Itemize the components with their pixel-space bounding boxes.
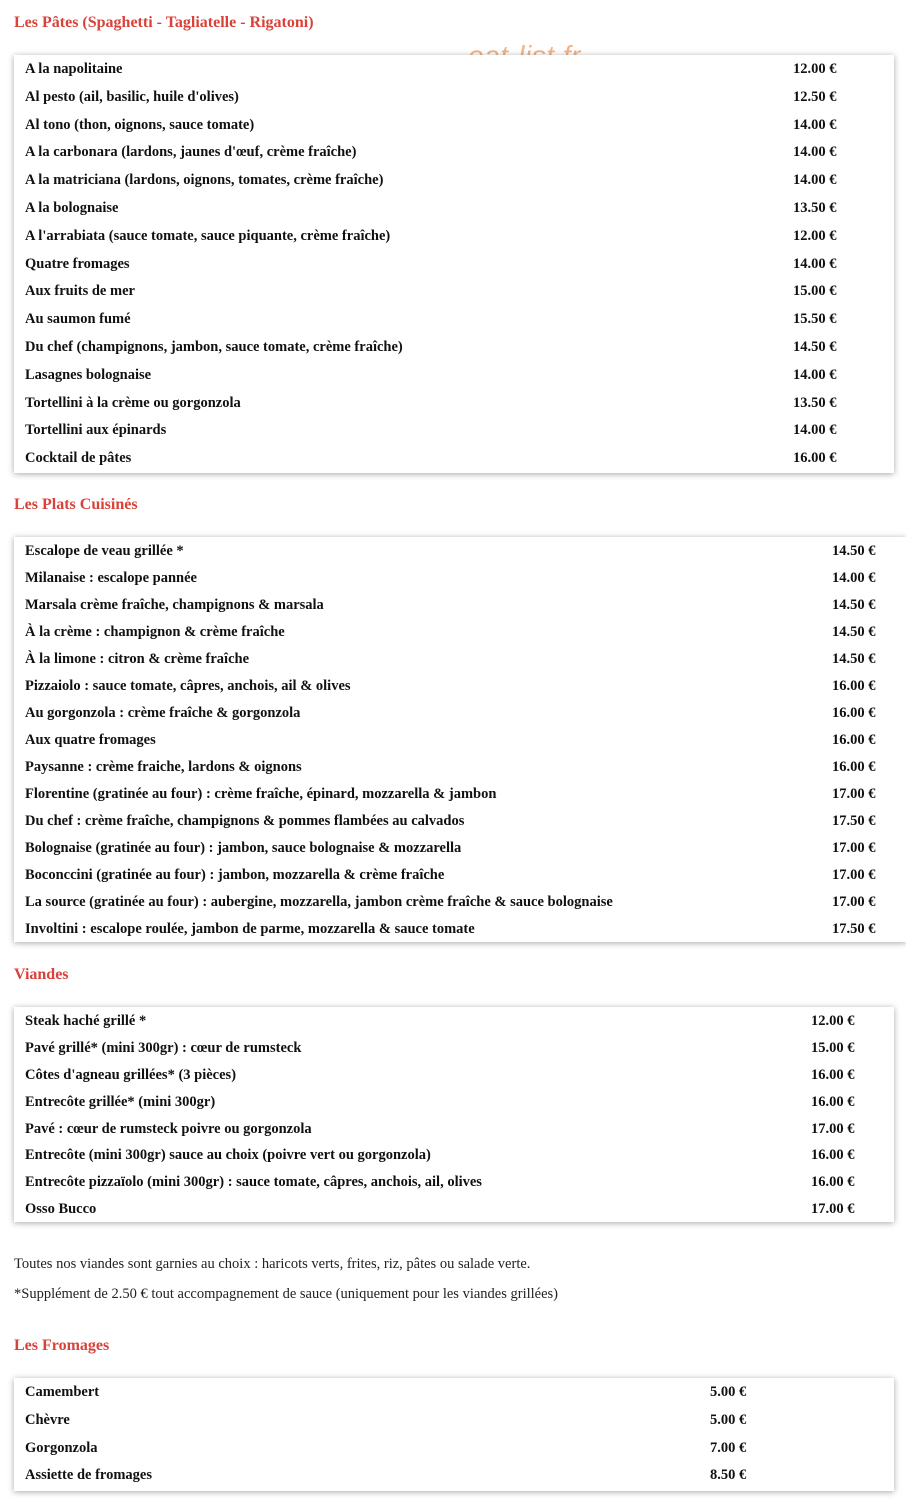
menu-item-price: 17.50 € bbox=[832, 921, 876, 937]
menu-item-name: A la napolitaine bbox=[25, 61, 123, 77]
menu-item-name: A la matriciana (lardons, oignons, tomates, crème fraîche) bbox=[25, 172, 384, 189]
menu-item-name: Quatre fromages bbox=[25, 255, 130, 272]
menu-item-name: Tortellini à la crème ou gorgonzola bbox=[25, 394, 241, 411]
menu-item-row bbox=[14, 1412, 894, 1440]
menu-item-name: Marsala crème fraîche, champignons & marsala bbox=[25, 597, 324, 613]
menu-item-row bbox=[14, 117, 894, 145]
menu-item-row bbox=[14, 867, 906, 894]
menu-item-name: Florentine (gratinée au four) : crème fraîche, épinard, mozzarella & jambon bbox=[25, 786, 497, 802]
menu-item-row bbox=[14, 395, 894, 423]
menu-item-row bbox=[14, 1121, 894, 1148]
menu-item-price: 14.50 € bbox=[832, 543, 876, 559]
menu-item-price: 16.00 € bbox=[832, 705, 876, 721]
menu-item-row bbox=[14, 422, 894, 450]
menu-item-price: 15.50 € bbox=[793, 311, 837, 328]
menu-item-price: 5.00 € bbox=[710, 1411, 747, 1428]
menu-item-name: Camembert bbox=[25, 1384, 100, 1400]
menu-card-fromages bbox=[14, 1378, 894, 1491]
menu-item-name: À la limone : citron & crème fraîche bbox=[25, 651, 249, 667]
menu-item-row bbox=[14, 759, 906, 786]
section-title-viandes: Viandes bbox=[14, 966, 69, 983]
menu-item-name: Aux fruits de mer bbox=[25, 283, 135, 300]
menu-item-name: Entrecôte grillée* (mini 300gr) bbox=[25, 1093, 216, 1110]
menu-item-row bbox=[14, 89, 894, 117]
menu-card-pates bbox=[14, 55, 894, 473]
menu-item-price: 12.50 € bbox=[793, 88, 837, 105]
menu-item-name: Al pesto (ail, basilic, huile d'olives) bbox=[25, 88, 239, 105]
menu-item-row bbox=[14, 597, 906, 624]
menu-item-name: Paysanne : crème fraiche, lardons & oignons bbox=[25, 759, 302, 775]
menu-item-price: 17.00 € bbox=[811, 1201, 855, 1218]
menu-item-row bbox=[14, 1040, 894, 1067]
menu-item-name: Du chef : crème fraîche, champignons & pommes flambées au calvados bbox=[25, 813, 465, 829]
menu-item-name: A l'arrabiata (sauce tomate, sauce piquante, crème fraîche) bbox=[25, 227, 391, 244]
menu-item-row bbox=[14, 228, 894, 256]
note-supplement: *Supplément de 2.50 € tout accompagnement de sauce (uniquement pour les viandes grillées) bbox=[14, 1286, 558, 1302]
menu-item-row bbox=[14, 339, 894, 367]
menu-item-name: Milanaise : escalope pannée bbox=[25, 570, 197, 586]
menu-item-price: 17.00 € bbox=[832, 894, 876, 910]
menu-item-name: La source (gratinée au four) : aubergine, mozzarella, jambon crème fraîche & sauce bolognaise bbox=[25, 894, 613, 910]
menu-item-price: 14.00 € bbox=[793, 116, 837, 133]
menu-item-price: 17.50 € bbox=[832, 813, 876, 829]
menu-item-price: 16.00 € bbox=[793, 450, 837, 467]
menu-item-row bbox=[14, 311, 894, 339]
menu-item-name: Boconccini (gratinée au four) : jambon, mozzarella & crème fraîche bbox=[25, 867, 445, 883]
menu-item-name: Cocktail de pâtes bbox=[25, 450, 132, 467]
menu-item-price: 13.50 € bbox=[793, 394, 837, 411]
menu-item-row bbox=[14, 786, 906, 813]
menu-item-row bbox=[14, 651, 906, 678]
menu-item-name: Al tono (thon, oignons, sauce tomate) bbox=[25, 116, 255, 133]
menu-item-row bbox=[14, 1467, 894, 1495]
menu-item-price: 14.50 € bbox=[832, 624, 876, 640]
menu-card-plats-cuisines bbox=[14, 537, 906, 942]
menu-item-name: Gorgonzola bbox=[25, 1439, 98, 1456]
menu-item-row bbox=[14, 61, 894, 89]
menu-item-row bbox=[14, 1201, 894, 1228]
menu-item-row bbox=[14, 1094, 894, 1121]
menu-item-row bbox=[14, 921, 906, 948]
menu-item-name: Entrecôte (mini 300gr) sauce au choix (poivre vert ou gorgonzola) bbox=[25, 1147, 431, 1164]
menu-item-row bbox=[14, 172, 894, 200]
menu-item-name: Osso Bucco bbox=[25, 1201, 97, 1218]
menu-item-price: 12.00 € bbox=[793, 61, 837, 77]
menu-item-price: 14.00 € bbox=[793, 144, 837, 161]
menu-item-name: Côtes d'agneau grillées* (3 pièces) bbox=[25, 1066, 237, 1083]
menu-item-row bbox=[14, 678, 906, 705]
menu-item-price: 16.00 € bbox=[811, 1174, 855, 1191]
menu-item-row bbox=[14, 1013, 894, 1040]
menu-item-row bbox=[14, 543, 906, 570]
menu-item-row bbox=[14, 705, 906, 732]
menu-item-row bbox=[14, 624, 906, 651]
menu-item-row bbox=[14, 256, 894, 284]
menu-item-price: 14.00 € bbox=[832, 570, 876, 586]
menu-item-row bbox=[14, 450, 894, 478]
menu-item-row bbox=[14, 144, 894, 172]
menu-item-row bbox=[14, 1174, 894, 1201]
menu-item-price: 16.00 € bbox=[811, 1066, 855, 1083]
menu-item-name: Entrecôte pizzaïolo (mini 300gr) : sauce tomate, câpres, anchois, ail, olives bbox=[25, 1174, 482, 1191]
menu-item-price: 14.00 € bbox=[793, 422, 837, 439]
menu-item-row bbox=[14, 367, 894, 395]
menu-item-price: 16.00 € bbox=[832, 759, 876, 775]
menu-item-price: 16.00 € bbox=[811, 1093, 855, 1110]
menu-item-price: 17.00 € bbox=[832, 867, 876, 883]
menu-item-name: A la bolognaise bbox=[25, 199, 119, 216]
menu-item-name: Pizzaiolo : sauce tomate, câpres, anchois, ail & olives bbox=[25, 678, 351, 694]
menu-item-row bbox=[14, 813, 906, 840]
menu-item-price: 8.50 € bbox=[710, 1467, 747, 1484]
menu-item-name: A la carbonara (lardons, jaunes d'œuf, crème fraîche) bbox=[25, 144, 357, 161]
menu-item-row bbox=[14, 570, 906, 597]
menu-item-price: 14.00 € bbox=[793, 172, 837, 189]
menu-item-name: Lasagnes bolognaise bbox=[25, 366, 152, 383]
menu-item-name: Involtini : escalope roulée, jambon de parme, mozzarella & sauce tomate bbox=[25, 921, 475, 937]
menu-item-price: 12.00 € bbox=[793, 227, 837, 244]
menu-item-price: 17.00 € bbox=[832, 786, 876, 802]
menu-item-price: 5.00 € bbox=[710, 1384, 747, 1400]
menu-item-name: Bolognaise (gratinée au four) : jambon, sauce bolognaise & mozzarella bbox=[25, 840, 462, 856]
menu-item-row bbox=[14, 1147, 894, 1174]
menu-item-name: Pavé : cœur de rumsteck poivre ou gorgonzola bbox=[25, 1120, 312, 1137]
menu-item-name: Pavé grillé* (mini 300gr) : cœur de rumsteck bbox=[25, 1039, 302, 1056]
note-garnitures: Toutes nos viandes sont garnies au choix : haricots verts, frites, riz, pâtes ou salade verte. bbox=[14, 1256, 531, 1272]
menu-item-name: Chèvre bbox=[25, 1411, 70, 1428]
menu-item-row bbox=[14, 1384, 894, 1412]
menu-item-price: 14.50 € bbox=[832, 597, 876, 613]
menu-item-price: 14.50 € bbox=[832, 651, 876, 667]
menu-item-price: 16.00 € bbox=[832, 732, 876, 748]
menu-card-viandes bbox=[14, 1007, 894, 1222]
menu-item-name: Aux quatre fromages bbox=[25, 732, 156, 748]
menu-item-price: 16.00 € bbox=[832, 678, 876, 694]
menu-item-name: Escalope de veau grillée * bbox=[25, 543, 184, 559]
menu-item-row bbox=[14, 1067, 894, 1094]
menu-item-name: Au gorgonzola : crème fraîche & gorgonzola bbox=[25, 705, 301, 721]
menu-item-row bbox=[14, 840, 906, 867]
menu-item-row bbox=[14, 200, 894, 228]
menu-item-price: 17.00 € bbox=[832, 840, 876, 856]
section-title-fromages: Les Fromages bbox=[14, 1337, 110, 1354]
menu-item-price: 13.50 € bbox=[793, 199, 837, 216]
menu-item-name: Tortellini aux épinards bbox=[25, 422, 167, 439]
menu-item-name: Steak haché grillé * bbox=[25, 1013, 147, 1029]
menu-item-price: 12.00 € bbox=[811, 1013, 855, 1029]
menu-item-price: 17.00 € bbox=[811, 1120, 855, 1137]
menu-item-name: Au saumon fumé bbox=[25, 311, 131, 328]
menu-item-row bbox=[14, 732, 906, 759]
menu-item-name: Du chef (champignons, jambon, sauce tomate, crème fraîche) bbox=[25, 338, 403, 355]
menu-item-price: 15.00 € bbox=[811, 1039, 855, 1056]
menu-item-row bbox=[14, 283, 894, 311]
section-title-plats-cuisines: Les Plats Cuisinés bbox=[14, 496, 138, 513]
menu-item-price: 7.00 € bbox=[710, 1439, 747, 1456]
menu-item-name: Assiette de fromages bbox=[25, 1467, 152, 1484]
menu-item-row bbox=[14, 1440, 894, 1468]
menu-item-row bbox=[14, 894, 906, 921]
menu-item-price: 14.00 € bbox=[793, 366, 837, 383]
section-title-pates: Les Pâtes (Spaghetti - Tagliatelle - Rigatoni) bbox=[14, 14, 314, 31]
menu-item-price: 15.00 € bbox=[793, 283, 837, 300]
menu-item-name: À la crème : champignon & crème fraîche bbox=[25, 624, 285, 640]
menu-item-price: 14.00 € bbox=[793, 255, 837, 272]
menu-item-price: 16.00 € bbox=[811, 1147, 855, 1164]
menu-item-price: 14.50 € bbox=[793, 338, 837, 355]
